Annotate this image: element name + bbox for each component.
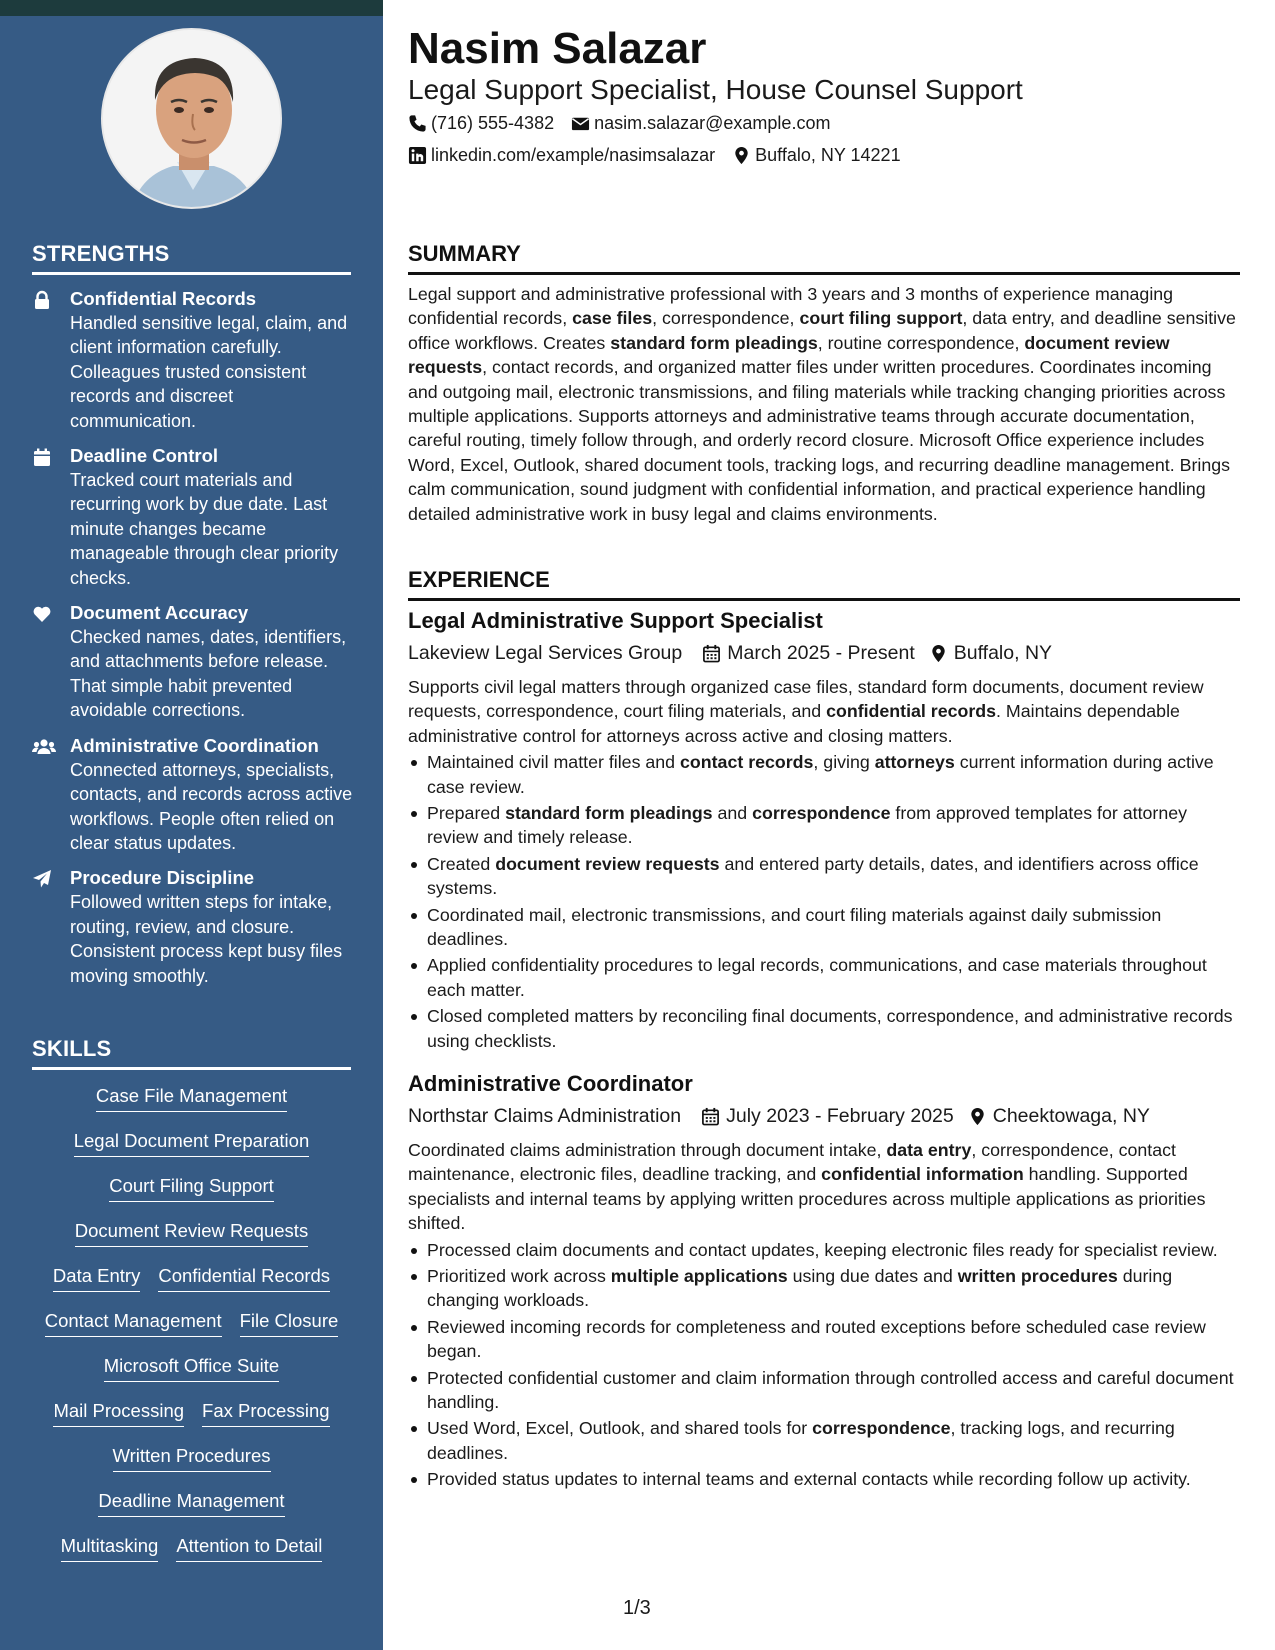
- sidebar-top-bar: [0, 0, 383, 16]
- bold-text: confidential information: [821, 1164, 1024, 1185]
- map-pin-icon: [929, 644, 948, 663]
- job-bullet: [408, 1004, 1240, 1053]
- skill-tag: Legal Document Preparation: [74, 1129, 310, 1157]
- job-bullet: [408, 852, 1240, 901]
- job-meta: [408, 1101, 1240, 1131]
- job-meta: [408, 638, 1240, 668]
- bold-text: correspondence: [812, 1418, 951, 1439]
- lock-icon: [32, 290, 52, 310]
- phone-text: (716) 555-4382: [431, 113, 555, 133]
- text-run: from approved templates for attorney review and timely release.: [427, 803, 1187, 848]
- portrait-illustration: [103, 30, 282, 209]
- skills-heading: SKILLS: [32, 1036, 351, 1070]
- job-bullet: [408, 1238, 1240, 1262]
- text-run: , correspondence,: [652, 308, 800, 329]
- skill-row: [32, 1219, 351, 1264]
- job-bullet: [408, 1315, 1240, 1364]
- map-pin-icon: [968, 1107, 987, 1126]
- envelope-icon: [571, 114, 590, 133]
- strength-item: [32, 734, 357, 856]
- users-icon: [32, 737, 56, 757]
- text-run: Prioritized work across: [427, 1266, 611, 1287]
- strength-title: Confidential Records: [70, 288, 257, 309]
- strength-description: Checked names, dates, identifiers, and attachments before release. That simple habit prevented avoidable corrections.: [70, 627, 347, 721]
- phone-icon: [408, 114, 427, 133]
- text-run: Coordinated claims administration through document intake,: [408, 1140, 887, 1160]
- skill-tag: Contact Management: [45, 1309, 222, 1337]
- job-bullet: [408, 801, 1240, 850]
- skill-tag: Microsoft Office Suite: [104, 1354, 279, 1382]
- company-name: Northstar Claims Administration: [408, 1105, 682, 1127]
- skill-row: [32, 1264, 351, 1309]
- page-number: 1/3: [623, 1597, 651, 1619]
- bold-text: document review requests: [408, 332, 1170, 378]
- job-description: [408, 675, 1240, 748]
- job-description: [408, 1138, 1240, 1236]
- skill-row: [32, 1309, 351, 1354]
- bold-text: case files: [572, 308, 653, 329]
- job-title: Legal Administrative Support Specialist: [408, 608, 823, 633]
- text-run: handling. Supported specialists and internal teams by applying written procedures across multiple applications as priorities shifted.: [408, 1164, 1206, 1234]
- job-bullets: [408, 1238, 1240, 1492]
- strength-description: Connected attorneys, specialists, contacts, and records across active workflows. People often relied on clear status updates.: [70, 759, 353, 853]
- text-run: and: [712, 803, 753, 824]
- calendar-icon: [701, 1107, 720, 1126]
- text-run: Reviewed incoming records for completeness and routed exceptions before scheduled case review began.: [427, 1316, 1206, 1362]
- paper-plane-icon: [32, 869, 52, 889]
- job-bullet: [408, 953, 1240, 1002]
- text-run: Closed completed matters by reconciling final documents, correspondence, and administrative records using checklists.: [427, 1006, 1233, 1051]
- bold-text: standard form pleadings: [505, 803, 713, 824]
- text-run: during changing workloads.: [427, 1266, 1173, 1311]
- strength-description: Tracked court materials and recurring work by due date. Last minute changes became manageable through clear priority checks.: [70, 470, 339, 588]
- map-pin-icon: [732, 146, 751, 165]
- job-bullet: [408, 1366, 1240, 1415]
- calendar-icon: [702, 644, 721, 663]
- text-run: Provided status updates to internal teams and external contacts while recording follow up activity.: [427, 1469, 1191, 1490]
- strength-title: Deadline Control: [70, 445, 219, 467]
- job-bullet: [408, 1416, 1240, 1465]
- bold-text: contact records: [680, 752, 814, 773]
- skill-tag: File Closure: [240, 1309, 339, 1337]
- skill-tag: Court Filing Support: [109, 1174, 274, 1202]
- text-run: , giving: [813, 752, 875, 773]
- experience-heading: EXPERIENCE: [408, 567, 1240, 601]
- strength-description: Followed written steps for intake, routing, review, and closure. Consistent process kept busy files moving smoothly.: [70, 892, 343, 986]
- calendar-icon: [32, 447, 52, 467]
- contact-location: [732, 145, 900, 166]
- text-run: Maintained civil matter files and: [427, 752, 681, 773]
- skill-tag: Mail Processing: [53, 1399, 184, 1427]
- strength-item: [32, 866, 357, 988]
- strength-description: Handled sensitive legal, claim, and client information carefully. Colleagues trusted consistent records and discreet communication.: [70, 313, 348, 431]
- text-run: , tracking logs, and recurring deadlines.: [427, 1418, 1175, 1463]
- text-run: Processed claim documents and contact updates, keeping electronic files ready for specialist review.: [427, 1239, 1218, 1260]
- skill-tag: Document Review Requests: [75, 1219, 308, 1247]
- job-title: Administrative Coordinator: [408, 1071, 693, 1096]
- skill-tag: Confidential Records: [158, 1264, 330, 1292]
- experience-entry: [408, 606, 1240, 1055]
- bold-text: attorneys: [874, 752, 955, 773]
- skill-tag: Written Procedures: [113, 1444, 271, 1472]
- text-run: , contact records, and organized matter files under written procedures. Coordinates incoming and outgoing mail, electronic transmissions, and filing materials while tracking changing priorities across multiple applications. Supports attorneys and administrative teams through accurate documentation, careful routing, timely follow through, and orderly record closure. Microsoft Office experience includes Word, Excel, Outlook, shared document tools, tracking logs, and recurring deadline management. Brings calm communication, sound judgment with confidential information, and practical experience handling detailed administrative work in busy legal and claims environments.: [408, 357, 1230, 524]
- bold-text: confidential records: [826, 701, 997, 722]
- job-bullet: [408, 750, 1240, 799]
- skill-tag: Case File Management: [96, 1084, 287, 1112]
- job-location: Cheektowaga, NY: [992, 1105, 1150, 1127]
- text-run: , data entry, and deadline sensitive office workflows. Creates: [408, 308, 1236, 353]
- text-run: current information during active case review.: [427, 752, 1214, 797]
- skill-row: [32, 1399, 351, 1444]
- skill-tag: Deadline Management: [98, 1489, 284, 1517]
- bold-text: court filing support: [799, 308, 963, 329]
- text-run: using due dates and: [787, 1266, 958, 1287]
- bold-text: multiple applications: [610, 1266, 788, 1287]
- skill-tag: Multitasking: [61, 1534, 159, 1562]
- job-location: Buffalo, NY: [953, 642, 1053, 664]
- text-run: Legal support and administrative professional with 3 years and 3 months of experience managing confidential records,: [408, 284, 1174, 329]
- sidebar: [0, 0, 383, 1650]
- skill-row: [32, 1354, 351, 1399]
- strengths-heading: STRENGTHS: [32, 241, 351, 275]
- skill-row: [32, 1084, 351, 1129]
- experience-entry: [408, 1069, 1240, 1494]
- bold-text: data entry: [886, 1140, 972, 1160]
- job-dates: March 2025 - Present: [727, 642, 915, 664]
- text-run: Coordinated mail, electronic transmissions, and court filing materials against daily submission deadlines.: [427, 904, 1162, 950]
- skill-row: [32, 1444, 351, 1489]
- skill-row: [32, 1129, 351, 1174]
- company-name: Lakeview Legal Services Group: [408, 642, 683, 664]
- strengths-list: [32, 287, 357, 999]
- job-dates: July 2023 - February 2025: [726, 1105, 954, 1127]
- strength-item: [32, 601, 357, 723]
- bold-text: document review requests: [495, 853, 720, 874]
- strength-item: [32, 287, 357, 433]
- text-run: Applied confidentiality procedures to legal records, communications, and case materials throughout each matter.: [427, 955, 1207, 1000]
- strength-title: Document Accuracy: [70, 602, 249, 624]
- skill-tag: Data Entry: [53, 1264, 140, 1292]
- candidate-title: Legal Support Specialist, House Counsel Support: [408, 74, 1023, 105]
- heart-icon: [32, 604, 52, 624]
- contact-email[interactable]: [571, 113, 830, 134]
- bold-text: correspondence: [752, 803, 891, 824]
- text-run: . Maintains dependable administrative control for attorneys across active and closing matters.: [408, 701, 1180, 746]
- text-run: Created: [427, 853, 496, 874]
- email-text: nasim.salazar@example.com: [594, 113, 831, 133]
- contact-row: [408, 113, 847, 134]
- skill-tag: Attention to Detail: [176, 1534, 322, 1562]
- summary-text: [408, 282, 1240, 526]
- linkedin-icon: [408, 146, 427, 165]
- job-bullet: [408, 1264, 1240, 1313]
- linkedin-text: linkedin.com/example/nasimsalazar: [431, 145, 716, 165]
- job-bullets: [408, 750, 1240, 1053]
- text-run: and entered party details, dates, and identifiers across office systems.: [427, 853, 1199, 899]
- contact-row: [408, 145, 918, 166]
- candidate-name: Nasim Salazar: [408, 24, 707, 73]
- text-run: Supports civil legal matters through organized case files, standard form documents, document review requests, correspondence, court filing materials, and: [408, 677, 1204, 722]
- skill-row: [32, 1534, 351, 1579]
- text-run: , correspondence, contact maintenance, electronic files, deadline tracking, and: [408, 1140, 1176, 1185]
- text-run: , routine correspondence,: [817, 332, 1025, 353]
- summary-heading: SUMMARY: [408, 241, 1240, 275]
- contact-phone[interactable]: [408, 113, 554, 134]
- bold-text: standard form pleadings: [610, 332, 818, 353]
- text-run: Protected confidential customer and claim information through controlled access and careful document handling.: [427, 1367, 1234, 1413]
- location-text: Buffalo, NY 14221: [755, 145, 901, 165]
- text-run: Prepared: [427, 803, 506, 824]
- bold-text: written procedures: [957, 1266, 1118, 1287]
- skill-tag: Fax Processing: [202, 1399, 330, 1427]
- profile-photo: [101, 28, 282, 209]
- job-bullet: [408, 903, 1240, 952]
- text-run: Used Word, Excel, Outlook, and shared tools for: [427, 1418, 813, 1439]
- skills-list: [32, 1084, 351, 1579]
- job-bullet: [408, 1467, 1240, 1491]
- skill-row: [32, 1174, 351, 1219]
- strength-title: Administrative Coordination: [70, 734, 319, 756]
- strength-item: [32, 444, 357, 590]
- skill-row: [32, 1489, 351, 1534]
- strength-title: Procedure Discipline: [70, 867, 255, 889]
- contact-linkedin[interactable]: [408, 145, 715, 166]
